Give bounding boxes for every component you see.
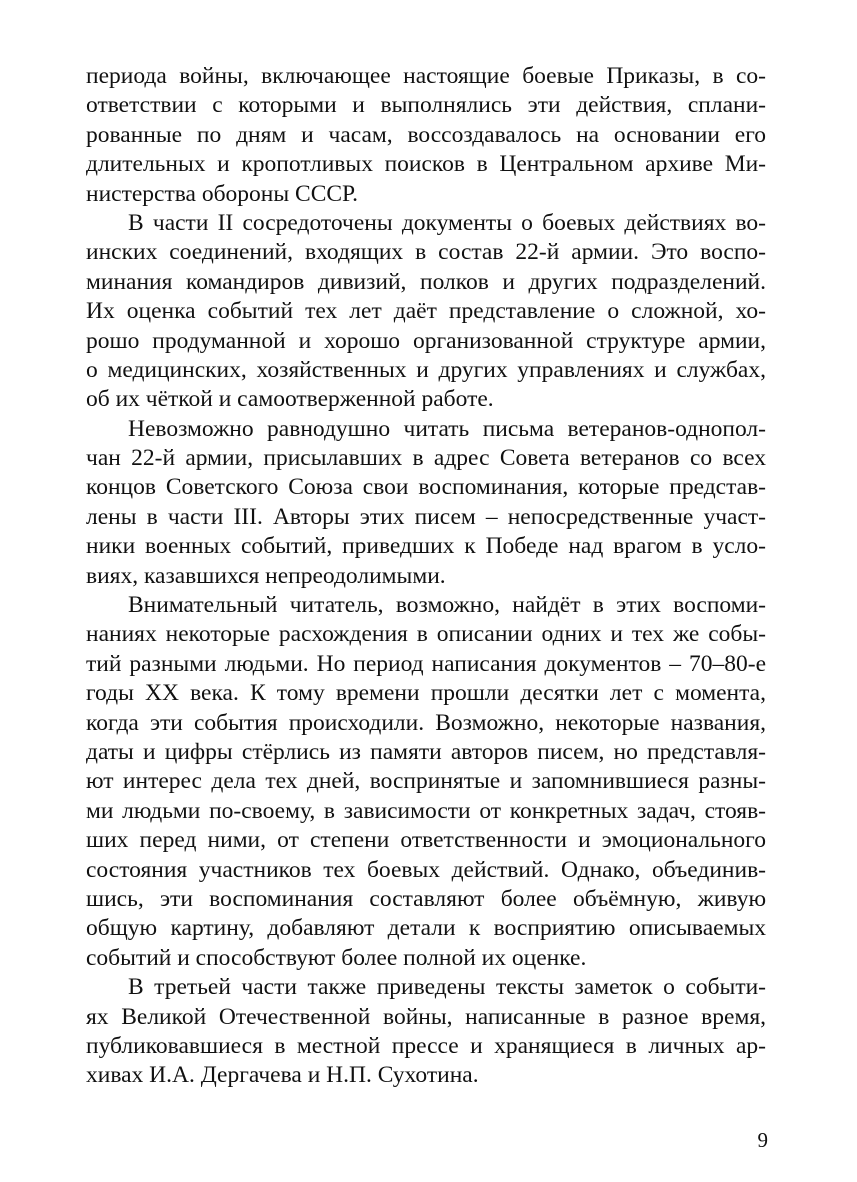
text-line: ших перед ними, от степени ответственности и эмоционального [86,827,766,854]
text-line: минания командиров дивизий, полков и других подразделений. [86,268,766,295]
text-line: Внимательный читатель, возможно, найдёт в этих воспоми- [128,592,766,619]
text-line: Невозможно равнодушно читать письма ветеранов-однопол- [128,415,766,442]
text-line: нистерства обороны СССР. [86,180,359,207]
text-line: В части II сосредоточены документы о боевых действиях во- [128,209,766,236]
text-line: о медицинских, хозяйственных и других управлениях и службах, [86,356,766,383]
page-number: 9 [757,1128,768,1152]
text-line: хивах И.А. Дергачева и Н.П. Сухотина. [86,1062,479,1089]
text-line: инских соединений, входящих в состав 22-й армии. Это воспо- [86,239,766,266]
paragraph-2 [86,209,766,415]
body-text [86,62,766,1091]
paragraph-3 [86,415,766,591]
text-line: В третьей части также приведены тексты заметок о событи- [128,974,766,1001]
text-line: событий и способствуют более полной их оценке. [86,944,587,971]
text-line: годы ХХ века. К тому времени прошли десятки лет с момента, [86,680,766,707]
text-line: рованные по дням и часам, воссоздавалось на основании его [86,121,766,148]
text-line: тий разными людьми. Но период написания документов – 70–80-е [86,650,766,677]
text-line: виях, казавшихся непреодолимыми. [86,562,446,589]
text-line: ники военных событий, приведших к Победе над врагом в усло- [86,533,766,560]
text-line: ответствии с которыми и выполнялись эти действия, сплани- [86,92,766,119]
text-line: об их чёткой и самоотверженной работе. [86,386,494,413]
paragraph-1 [86,62,766,209]
text-line: рошо продуманной и хорошо организованной структуре армии, [86,327,766,354]
text-line: когда эти события происходили. Возможно, некоторые названия, [86,709,766,736]
text-line: шись, эти воспоминания составляют более объёмную, живую [86,885,766,912]
text-line: состояния участников тех боевых действий. Однако, объединив- [86,856,766,883]
text-line: ют интерес дела тех дней, воспринятые и запомнившиеся разны- [86,768,766,795]
text-line: длительных и кропотливых поисков в Центральном архиве Ми- [86,151,766,178]
text-line: концов Советского Союза свои воспоминания, которые представ- [86,474,766,501]
paragraph-4 [86,591,766,973]
text-line: даты и цифры стёрлись из памяти авторов писем, но представля- [86,738,766,765]
text-line: публиковавшиеся в местной прессе и хранящиеся в личных ар- [86,1032,766,1059]
text-line: периода войны, включающее настоящие боевые Приказы, в со- [86,63,766,89]
text-line: ях Великой Отечественной войны, написанные в разное время, [86,1003,766,1030]
paragraph-5 [86,973,766,1091]
text-line: лены в части III. Авторы этих писем – непосредственные участ- [86,503,766,530]
text-line: Их оценка событий тех лет даёт представление о сложной, хо- [86,298,766,325]
text-line: чан 22-й армии, присылавших в адрес Совета ветеранов со всех [86,445,766,472]
text-line: ми людьми по-своему, в зависимости от конкретных задач, стояв- [86,797,766,824]
text-line: наниях некоторые расхождения в описании одних и тех же собы- [86,621,766,648]
text-line: общую картину, добавляют детали к восприятию описываемых [86,915,766,942]
